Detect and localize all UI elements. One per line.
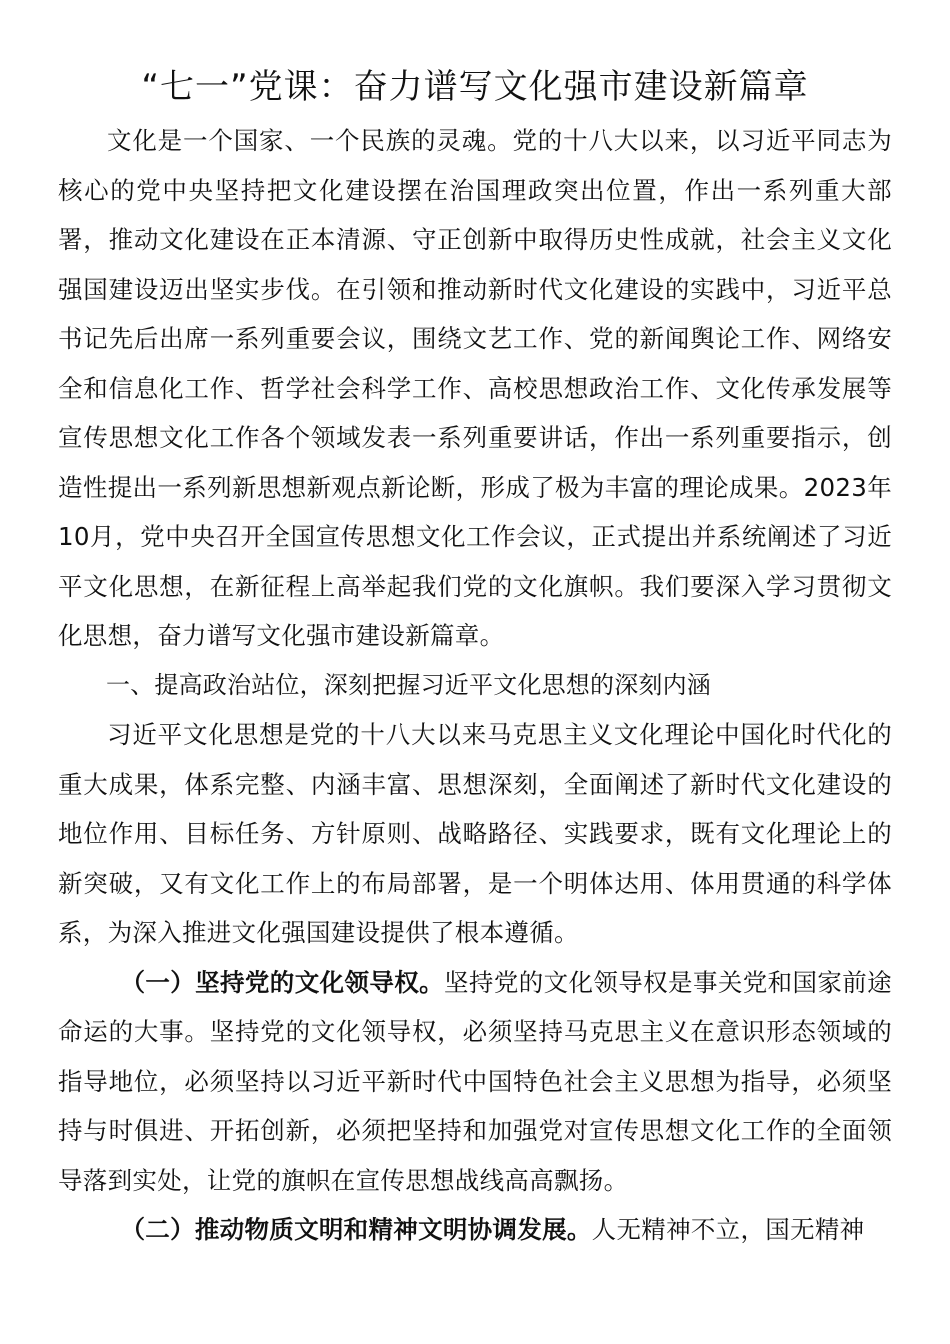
document-title: “七一”党课：奋力谱写文化强市建设新篇章 <box>141 67 809 107</box>
section-heading-1: 一、提高政治站位，深刻把握习近平文化思想的深刻内涵 <box>106 670 711 699</box>
section-1-body: 习近平文化思想是党的十八大以来马克思主义文化理论中国化时代化的重大成果，体系完整、内涵丰富、思想深刻，全面阐述了新时代文化建设的地位作用、目标任务、方针原则、战略路径、实践要求，既有文化理论上的新突破，又有文化工作上的布局部署，是一个明体达用、体用贯通的科学体系，为深入推进文化强国建设提供了根本遵循。 <box>58 720 892 947</box>
point-2-paragraph <box>58 1205 892 1255</box>
intro-paragraph: 文化是一个国家、一个民族的灵魂。党的十八大以来，以习近平同志为核心的党中央坚持把文化建设摆在治国理政突出位置，作出一系列重大部署，推动文化建设在正本清源、守正创新中取得历史性成就，社会主义文化强国建设迈出坚实步伐。在引领和推动新时代文化建设的实践中，习近平总书记先后出席一系列重要会议，围绕文艺工作、党的新闻舆论工作、网络安全和信息化工作、哲学社会科学工作、高校思想政治工作、文化传承发展等宣传思想文化工作各个领域发表一系列重要讲话，作出一系列重要指示，创造性提出一系列新思想新观点新论断，形成了极为丰富的理论成果。2023年10月，党中央召开全国宣传思想文化工作会议，正式提出并系统阐述了习近平文化思想，在新征程上高举起我们党的文化旗帜。我们要深入学习贯彻文化思想，奋力谱写文化强市建设新篇章。 <box>58 126 892 650</box>
point-2-body: 人无精神不立，国无精神 <box>591 1215 865 1244</box>
point-1-lead: （一）坚持党的文化领导权。 <box>120 967 445 997</box>
point-1-body: 坚持党的文化领导权是事关党和国家前途命运的大事。坚持党的文化领导权，必须坚持马克思主义在意识形态领域的指导地位，必须坚持以习近平新时代中国特色社会主义思想为指导，必须坚持与时俱进、开拓创新，必须把坚持和加强党对宣传思想文化工作的全面领导落到实处，让党的旗帜在宣传思想战线高高飘扬。 <box>58 967 892 1195</box>
document-page <box>58 62 892 1255</box>
point-2-lead: （二）推动物质文明和精神文明协调发展。 <box>120 1215 592 1244</box>
point-1-paragraph <box>58 958 892 1206</box>
